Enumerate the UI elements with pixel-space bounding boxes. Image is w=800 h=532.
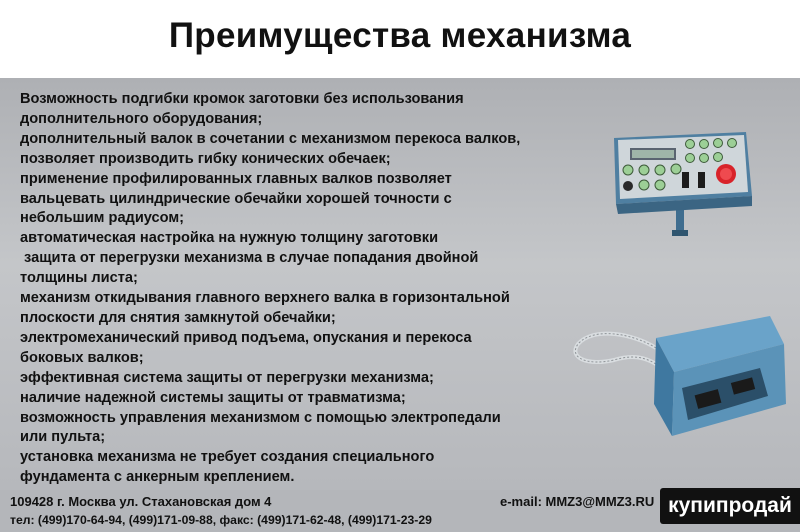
advantages-text [20, 90, 580, 488]
text-line: применение профилированных главных валков позволяет [20, 170, 452, 187]
text-line: автоматическая настройка на нужную толщину заготовки [20, 230, 439, 247]
text-line: толщины листа; [20, 270, 138, 287]
header [0, 0, 800, 78]
text-line: эффективная система защиты от перегрузки механизма; [20, 369, 434, 386]
text-line: возможность управления механизмом с помощью электропедали [20, 409, 501, 426]
footer-email[interactable]: e-mail: MMZ3@MMZ3.RU [500, 494, 655, 509]
text-line: позволяет производить гибку конических обечаек; [20, 150, 391, 167]
text-line: электромеханический привод подъема, опускания и перекоса [20, 329, 472, 346]
text-line: наличие надежной системы защиты от травматизма; [20, 389, 406, 406]
text-line: вальцевать цилиндрические обечайки хорошей точности с [20, 190, 452, 207]
page-title: Преимущества механизма [168, 16, 632, 55]
footer-phones: тел: (499)170-64-94, (499)171-09-88, факс: (499)171-62-48, (499)171-23-29 [10, 513, 432, 527]
text-line: Возможность подгибки кромок заготовки без использования [20, 91, 464, 107]
text-line: защита от перегрузки механизма в случае попадания двойной [20, 250, 479, 267]
text-line: установка механизма не требует создания специального [20, 449, 435, 466]
footer-address: 109428 г. Москва ул. Стахановская дом 4 [10, 494, 272, 509]
foot-pedal-image [564, 308, 790, 444]
text-line: или пульта; [20, 429, 106, 446]
text-line: дополнительного оборудования; [20, 110, 263, 127]
text-line: дополнительный валок в сочетании с механизмом перекоса валков, [20, 130, 521, 147]
watermark-logo: купипродай [660, 488, 800, 524]
text-line: механизм откидывания главного верхнего валка в горизонтальной [20, 290, 510, 307]
text-line: плоскости для снятия замкнутой обечайки; [20, 309, 336, 326]
text-line: фундамента с анкерным креплением. [20, 469, 295, 486]
text-line: небольшим радиусом; [20, 210, 185, 227]
text-line: боковых валков; [20, 349, 144, 366]
control-panel-image [606, 122, 756, 242]
